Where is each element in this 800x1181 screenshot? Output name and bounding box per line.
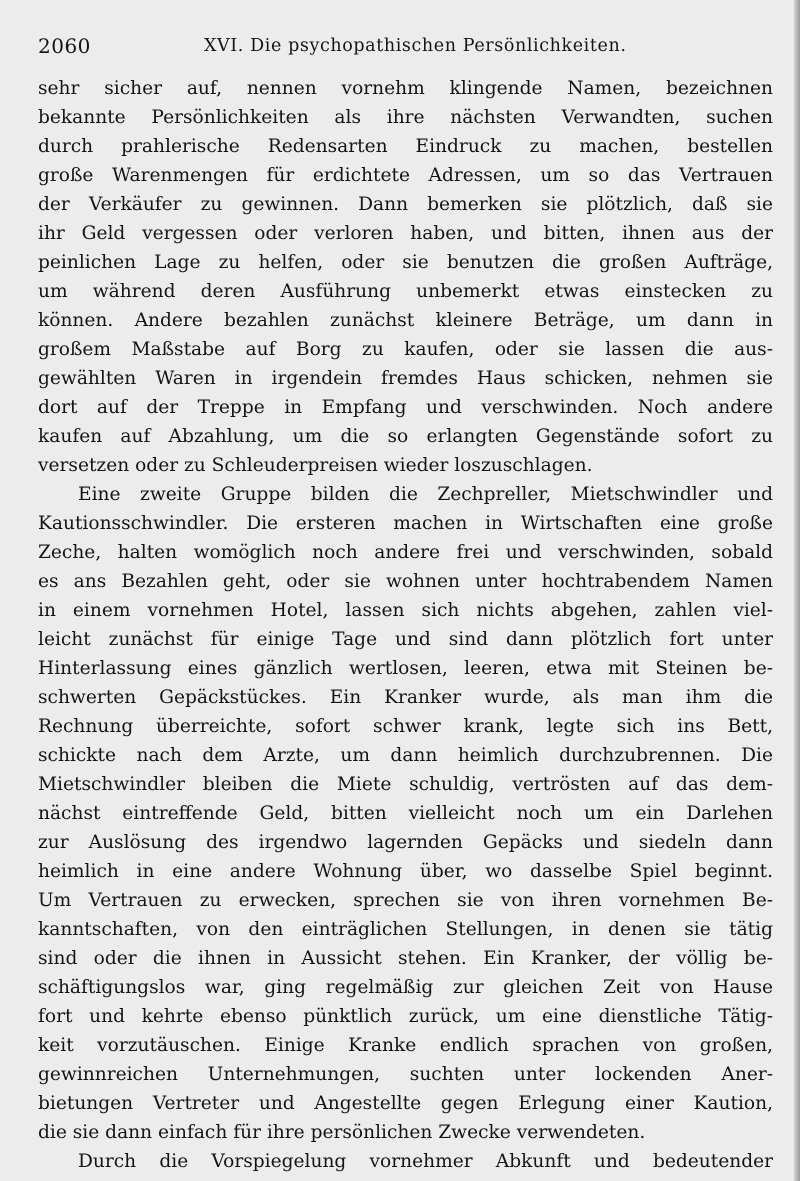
text-line: zur Auslösung des irgendwo lagernden Gepäcks und siedeln dann bbox=[38, 832, 773, 853]
text-line: versetzen oder zu Schleuderpreisen wieder loszuschlagen. bbox=[38, 455, 593, 476]
running-head bbox=[38, 32, 778, 60]
text-line: schäftigungslos war, ging regelmäßig zur gleichen Zeit von Hause bbox=[38, 977, 773, 998]
text-line: kanntschaften, von den einträglichen Stellungen, in denen sie tätig bbox=[38, 919, 773, 940]
text-line: Um Vertrauen zu erwecken, sprechen sie von ihren vornehmen Be- bbox=[38, 890, 773, 911]
text-line: fort und kehrte ebenso pünktlich zurück, um eine dienstliche Tätig- bbox=[38, 1006, 773, 1027]
text-line: der Verkäufer zu gewinnen. Dann bemerken sie plötzlich, daß sie bbox=[38, 194, 773, 215]
page-edge-shadow bbox=[794, 0, 800, 1181]
text-line: ihr Geld vergessen oder verloren haben, und bitten, ihnen aus der bbox=[38, 223, 773, 244]
text-line: keit vorzutäuschen. Einige Kranke endlich sprachen von großen, bbox=[38, 1035, 773, 1056]
text-line: schickte nach dem Arzte, um dann heimlich durchzubrennen. Die bbox=[38, 745, 773, 766]
text-line: können. Andere bezahlen zunächst kleinere Beträge, um dann in bbox=[38, 310, 773, 331]
text-line: Zeche, halten womöglich noch andere frei und verschwinden, sobald bbox=[38, 542, 773, 563]
text-line: es ans Bezahlen geht, oder sie wohnen unter hochtrabendem Namen bbox=[38, 571, 773, 592]
text-line: sind oder die ihnen in Aussicht stehen. Ein Kranker, der völlig be- bbox=[38, 948, 773, 969]
text-line: nächst eintreffende Geld, bitten vielleicht noch um ein Darlehen bbox=[38, 803, 773, 824]
text-line: in einem vornehmen Hotel, lassen sich nichts abgehen, zahlen viel- bbox=[38, 600, 773, 621]
page-number: 2060 bbox=[38, 34, 91, 58]
text-line: die sie dann einfach für ihre persönlichen Zwecke verwendeten. bbox=[38, 1122, 646, 1143]
body-text bbox=[38, 74, 773, 1176]
text-line: dort auf der Treppe in Empfang und verschwinden. Noch andere bbox=[38, 397, 773, 418]
text-line: gewählten Waren in irgendein fremdes Haus schicken, nehmen sie bbox=[38, 368, 773, 389]
text-line: große Warenmengen für erdichtete Adressen, um so das Vertrauen bbox=[38, 165, 773, 186]
text-line: Rechnung überreichte, sofort schwer krank, legte sich ins Bett, bbox=[38, 716, 773, 737]
text-line: Kautionsschwindler. Die ersteren machen in Wirtschaften eine große bbox=[38, 513, 773, 534]
text-line: durch prahlerische Redensarten Eindruck zu machen, bestellen bbox=[38, 136, 773, 157]
text-line: großem Maßstabe auf Borg zu kaufen, oder sie lassen die aus- bbox=[38, 339, 773, 360]
paragraph bbox=[38, 480, 773, 1147]
paragraph bbox=[38, 74, 773, 480]
text-line: Durch die Vorspiegelung vornehmer Abkunft und bedeutender bbox=[78, 1151, 773, 1172]
text-line: peinlichen Lage zu helfen, oder sie benutzen die großen Aufträge, bbox=[38, 252, 773, 273]
text-line: sehr sicher auf, nennen vornehm klingende Namen, bezeichnen bbox=[38, 78, 773, 99]
text-line: gewinnreichen Unternehmungen, suchten unter lockenden Aner- bbox=[38, 1064, 773, 1085]
text-line: schwerten Gepäckstückes. Ein Kranker wurde, als man ihm die bbox=[38, 687, 773, 708]
text-line: kaufen auf Abzahlung, um die so erlangten Gegenstände sofort zu bbox=[38, 426, 773, 447]
chapter-title: XVI. Die psychopathischen Persönlichkeiten. bbox=[204, 36, 627, 56]
text-line: Hinterlassung eines gänzlich wertlosen, leeren, etwa mit Steinen be- bbox=[38, 658, 773, 679]
text-line: um während deren Ausführung unbemerkt etwas einstecken zu bbox=[38, 281, 773, 302]
paragraph bbox=[38, 1147, 773, 1176]
text-line: leicht zunächst für einige Tage und sind dann plötzlich fort unter bbox=[38, 629, 773, 650]
text-line: Eine zweite Gruppe bilden die Zechpreller, Mietschwindler und bbox=[78, 484, 773, 505]
text-line: Mietschwindler bleiben die Miete schuldig, vertrösten auf das dem- bbox=[38, 774, 773, 795]
text-line: heimlich in eine andere Wohnung über, wo dasselbe Spiel beginnt. bbox=[38, 861, 773, 882]
text-line: bietungen Vertreter und Angestellte gegen Erlegung einer Kaution, bbox=[38, 1093, 773, 1114]
text-line: bekannte Persönlichkeiten als ihre nächsten Verwandten, suchen bbox=[38, 107, 773, 128]
